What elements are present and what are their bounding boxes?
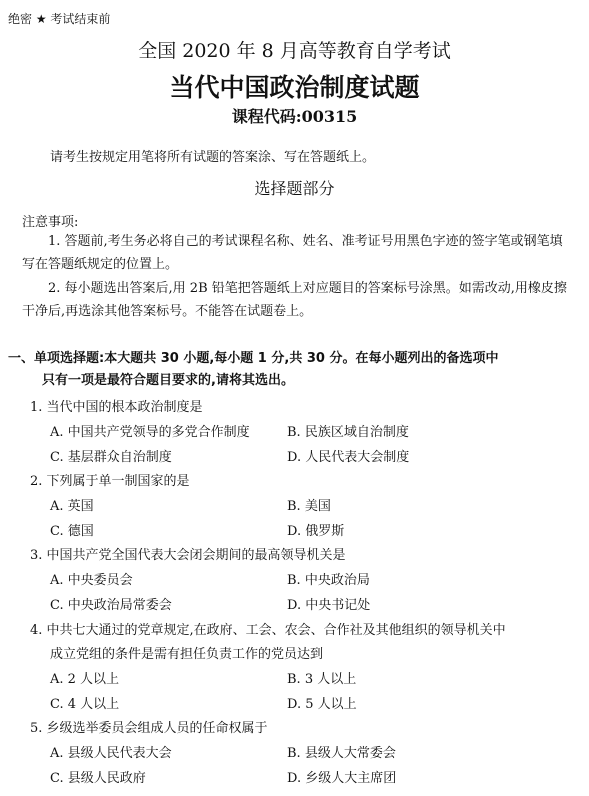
option: B. 3 人以上 [287,672,357,687]
question-stem: 2. 下列属于单一制国家的是 [30,474,190,489]
exam-title: 全国 2020 年 8 月高等教育自学考试 [138,40,451,62]
option: C. 基层群众自治制度 [50,450,172,465]
option: A. 县级人民代表大会 [50,746,172,761]
option: A. 中央委员会 [50,573,133,588]
option: A. 2 人以上 [50,672,120,687]
section-heading: 选择题部分 [254,179,335,198]
question-stem: 5. 乡级选举委员会组成人员的任命权属于 [30,721,268,736]
question-stem-cont: 成立党组的条件是需有担任负责工作的党员达到 [50,647,324,662]
option: C. 德国 [50,524,94,539]
option: C. 4 人以上 [50,697,120,712]
option: B. 中央政治局 [287,573,370,588]
option: A. 英国 [50,499,94,514]
instructions: 请考生按规定用笔将所有试题的答案涂、写在答题纸上。 [50,150,376,165]
option: D. 人民代表大会制度 [287,450,410,465]
option: D. 俄罗斯 [287,524,345,539]
option: B. 美国 [287,499,331,514]
note-item: 2. 每小题选出答案后,用 2B 铅笔把答题纸上对应题目的答案标号涂黑。如需改动,用橡皮擦干净后,再选涂其他答案标号。不能答在试题卷上。 [22,281,567,319]
question-stem: 1. 当代中国的根本政治制度是 [30,400,203,415]
option: B. 民族区域自治制度 [287,425,409,440]
confidential-label: 绝密 ★ 考试结束前 [8,12,111,26]
course-code: 课程代码:00315 [231,107,358,126]
part-heading-line: 一、单项选择题:本大题共 30 小题,每小题 1 分,共 30 分。在每小题列出的备选项中 [8,351,499,366]
part-heading [8,348,568,392]
option: D. 5 人以上 [287,697,357,712]
note-item: 1. 答题前,考生务必将自己的考试课程名称、姓名、准考证号用黑色字迹的签字笔或钢笔填写在答题纸规定的位置上。 [22,234,563,272]
option: D. 乡级人大主席团 [287,771,397,786]
option: B. 县级人大常委会 [287,746,396,761]
paper-title: 当代中国政治制度试题 [169,73,420,102]
notes-heading: 注意事项: [22,215,79,230]
option: A. 中国共产党领导的多党合作制度 [50,425,250,440]
option: C. 县级人民政府 [50,771,146,786]
part-heading-line: 只有一项是最符合题目要求的,请将其选出。 [42,373,294,388]
option: C. 中央政治局常委会 [50,598,172,613]
option: D. 中央书记处 [287,598,371,613]
question-stem: 3. 中国共产党全国代表大会闭会期间的最高领导机关是 [30,548,346,563]
question-stem: 4. 中共七大通过的党章规定,在政府、工会、农会、合作社及其他组织的领导机关中 [30,623,506,638]
